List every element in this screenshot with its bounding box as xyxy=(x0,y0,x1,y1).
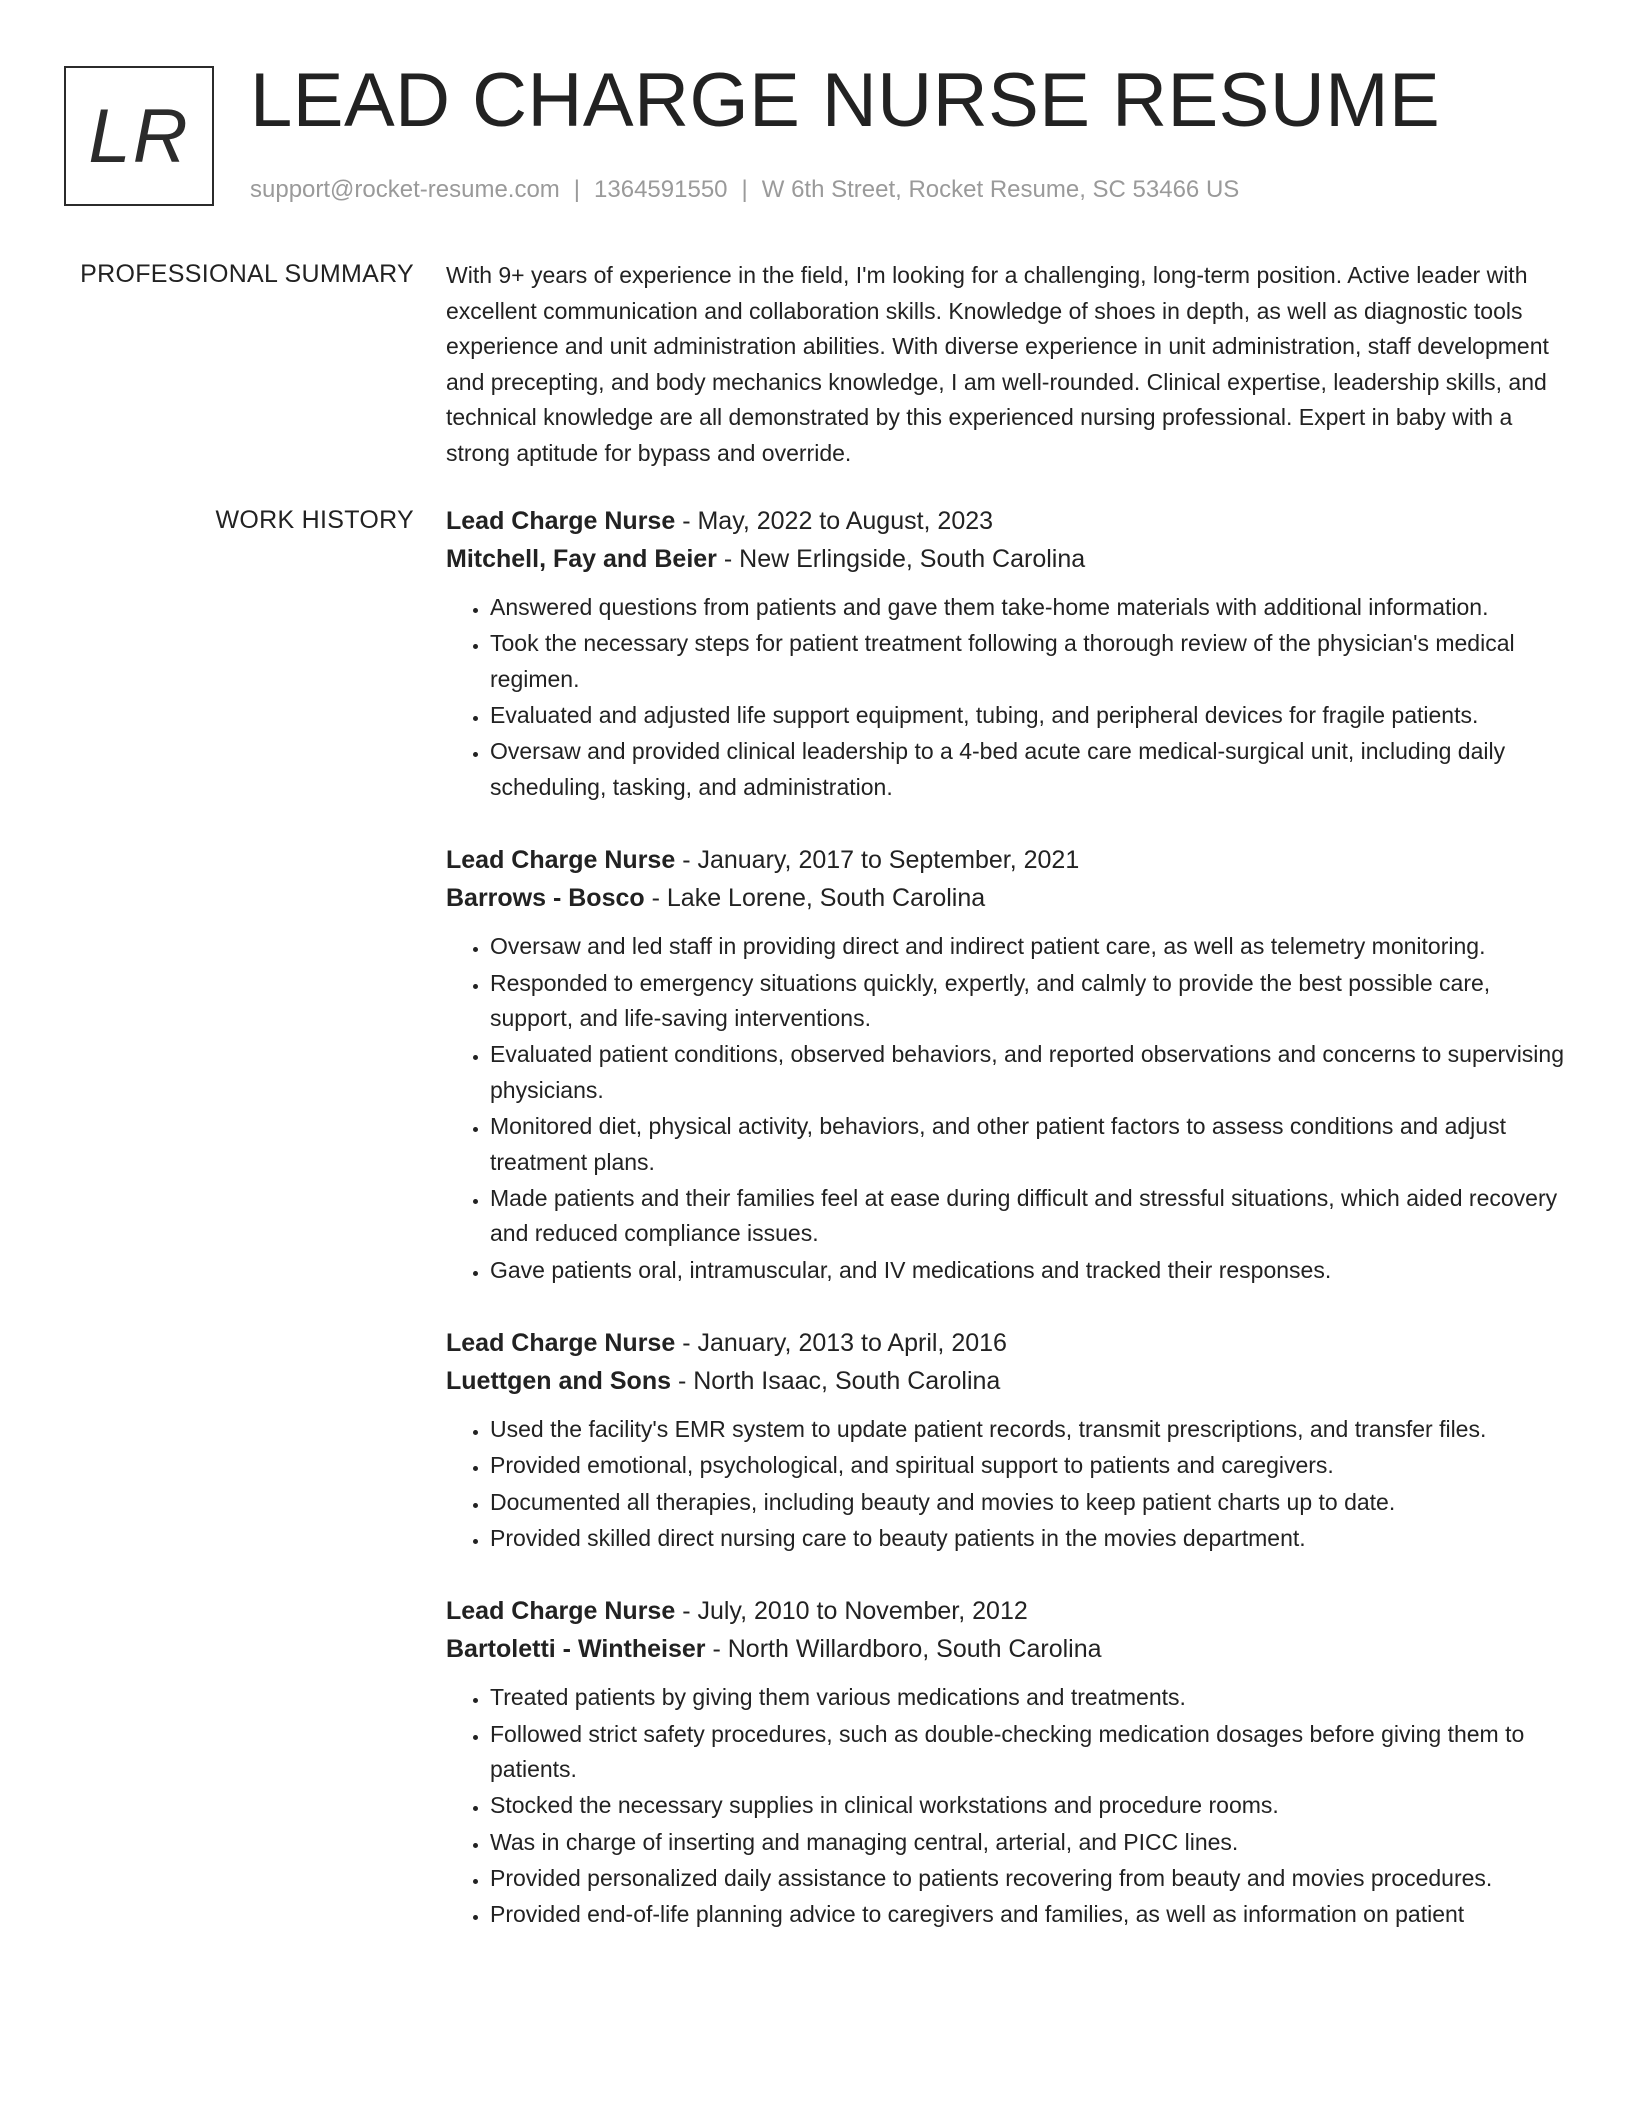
resume-title: LEAD CHARGE NURSE RESUME xyxy=(250,58,1441,143)
contact-phone[interactable]: 1364591550 xyxy=(594,176,728,203)
job-employer xyxy=(446,1630,1570,1668)
job-bullet: • Monitored diet, physical activity, behaviors, and other patient factors to assess conditions and adjust treatment plans. xyxy=(490,1109,1570,1180)
job-bullets xyxy=(446,1680,1570,1932)
job-bullet: • Followed strict safety procedures, such as double-checking medication dosages before giving them to patients. xyxy=(490,1717,1570,1788)
job-bullet: • Provided skilled direct nursing care to beauty patients in the movies department. xyxy=(490,1521,1570,1557)
job-bullet: • Evaluated and adjusted life support equipment, tubing, and peripheral devices for fragile patients. xyxy=(490,698,1570,734)
section-label-summary: PROFESSIONAL SUMMARY xyxy=(80,260,414,288)
job-entry xyxy=(446,502,1570,805)
job-bullet: • Provided end-of-life planning advice to caregivers and families, as well as information on patient xyxy=(490,1897,1570,1933)
job-location: - New Erlingside, South Carolina xyxy=(716,545,1086,573)
job-bullets xyxy=(446,929,1570,1288)
job-location: - North Willardboro, South Carolina xyxy=(705,1635,1102,1664)
job-entry xyxy=(446,1324,1570,1556)
contact-line xyxy=(250,174,1239,206)
section-label-work-history: WORK HISTORY xyxy=(215,506,414,534)
contact-email[interactable]: support@rocket-resume.com xyxy=(250,176,560,203)
job-title: Lead Charge Nurse xyxy=(446,1329,676,1358)
job-bullet: • Treated patients by giving them various medications and treatments. xyxy=(490,1680,1570,1716)
job-dates: - May, 2022 to August, 2023 xyxy=(675,507,994,535)
job-heading xyxy=(446,841,1570,879)
job-bullet: • Oversaw and provided clinical leadership to a 4-bed acute care medical-surgical unit, including daily scheduling, tasking, and administration. xyxy=(490,734,1570,805)
job-bullets xyxy=(446,1412,1570,1556)
monogram-logo xyxy=(64,66,214,206)
job-employer xyxy=(446,879,1570,917)
job-company: Bartoletti - Wintheiser xyxy=(446,1635,706,1664)
job-title: Lead Charge Nurse xyxy=(446,846,676,875)
job-entry xyxy=(446,841,1570,1288)
job-title: Lead Charge Nurse xyxy=(446,1597,676,1626)
job-location: - North Isaac, South Carolina xyxy=(671,1367,1001,1396)
job-heading xyxy=(446,1592,1570,1630)
job-dates: - January, 2013 to April, 2016 xyxy=(675,1329,1007,1358)
job-company: Luettgen and Sons xyxy=(446,1367,671,1396)
job-bullet: • Responded to emergency situations quickly, expertly, and calmly to provide the best possible care, support, and life-saving interventions. xyxy=(490,966,1570,1037)
contact-separator: | xyxy=(573,176,581,203)
job-company: Barrows - Bosco xyxy=(446,884,645,913)
job-bullets xyxy=(446,590,1570,805)
job-bullet: • Documented all therapies, including beauty and movies to keep patient charts up to date. xyxy=(490,1485,1570,1521)
job-dates: - July, 2010 to November, 2012 xyxy=(675,1597,1028,1626)
job-bullet: • Oversaw and led staff in providing direct and indirect patient care, as well as telemetry monitoring. xyxy=(490,929,1570,965)
job-title: Lead Charge Nurse xyxy=(446,507,676,535)
job-bullet: • Provided personalized daily assistance to patients recovering from beauty and movies procedures. xyxy=(490,1861,1570,1897)
job-dates: - January, 2017 to September, 2021 xyxy=(675,846,1080,875)
contact-address: W 6th Street, Rocket Resume, SC 53466 US xyxy=(761,176,1240,203)
job-location: - Lake Lorene, South Carolina xyxy=(644,884,986,913)
summary-text: With 9+ years of experience in the field, I'm looking for a challenging, long-term position. Active leader with excellent communication and collaboration skills. Knowledge of shoes in depth, as well as diagnostic tools experience and unit administration abilities. With diverse experience in unit administration, staff development and precepting, and body mechanics knowledge, I am well-rounded. Clinical expertise, leadership skills, and technical knowledge are all demonstrated by this experienced nursing professional. Expert in baby with a strong aptitude for bypass and override. xyxy=(446,262,1549,466)
job-bullet: • Took the necessary steps for patient treatment following a thorough review of the physician's medical regimen. xyxy=(490,626,1570,697)
job-employer xyxy=(446,540,1570,578)
job-bullet: • Answered questions from patients and gave them take-home materials with additional information. xyxy=(490,590,1570,626)
job-employer xyxy=(446,1362,1570,1400)
job-list xyxy=(446,502,1570,1969)
job-entry xyxy=(446,1592,1570,1932)
job-bullet: • Gave patients oral, intramuscular, and IV medications and tracked their responses. xyxy=(490,1253,1570,1289)
job-bullet: • Was in charge of inserting and managing central, arterial, and PICC lines. xyxy=(490,1825,1570,1861)
job-bullet: • Used the facility's EMR system to update patient records, transmit prescriptions, and transfer files. xyxy=(490,1412,1570,1448)
job-bullet: • Made patients and their families feel at ease during difficult and stressful situations, which aided recovery and reduced compliance issues. xyxy=(490,1181,1570,1252)
job-bullet: • Evaluated patient conditions, observed behaviors, and reported observations and concerns to supervising physicians. xyxy=(490,1037,1570,1108)
job-company: Mitchell, Fay and Beier xyxy=(446,545,717,573)
job-bullet: • Stocked the necessary supplies in clinical workstations and procedure rooms. xyxy=(490,1788,1570,1824)
job-heading xyxy=(446,502,1570,540)
contact-separator: | xyxy=(741,176,748,203)
job-bullet: • Provided emotional, psychological, and spiritual support to patients and caregivers. xyxy=(490,1448,1570,1484)
monogram-initials: LR xyxy=(88,93,190,179)
job-heading xyxy=(446,1324,1570,1362)
